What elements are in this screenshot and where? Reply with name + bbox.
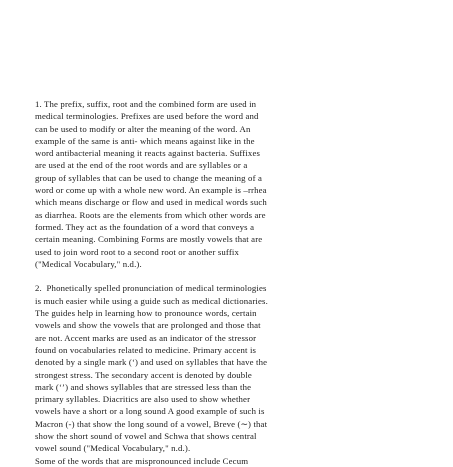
text-line: which means discharge or flow and used in medical words such — [35, 197, 267, 208]
document-body — [35, 98, 425, 467]
text-line: as diarrhea. Roots are the elements from which other words are — [35, 209, 266, 220]
text-line: used to join word root to a second root or another suffix — [35, 246, 240, 257]
text-line: show the short sound of vowel and Schwa that shows central — [35, 431, 257, 442]
text-line: are not. Accent marks are used as an indicator of the stressor — [35, 332, 257, 343]
text-line: can be used to modify or alter the meaning of the word. An — [35, 123, 251, 134]
text-line: primary syllables. Diacritics are also used to show whether — [35, 394, 251, 405]
paragraph-gap — [35, 270, 425, 282]
text-line: Some of the words that are mispronounced include Cecum — [35, 455, 249, 466]
text-line: 2. Phonetically spelled pronunciation of medical terminologies — [35, 283, 267, 294]
text-line: word antibacterial meaning it reacts against bacteria. Suffixes — [35, 148, 261, 159]
paragraph-2 — [35, 282, 425, 466]
text-line: vowel sound ("Medical Vocabulary," n.d.). — [35, 443, 191, 454]
text-line: is much easier while using a guide such as medical dictionaries. — [35, 295, 268, 306]
text-line: certain meaning. Combining Forms are mostly vowels that are — [35, 234, 263, 245]
text-line: strongest stress. The secondary accent is denoted by double — [35, 369, 252, 380]
text-line: Macron (-) that show the long sound of a vowel, Breve (∼) that — [35, 418, 268, 429]
text-line: group of syllables that can be used to change the meaning of a — [35, 172, 263, 183]
text-line: found on vocabularies related to medicine. Primary accent is — [35, 344, 257, 355]
text-line: vowels and show the vowels that are prolonged and those that — [35, 320, 261, 331]
text-line: vowels have a short or a long sound A good example of such is — [35, 406, 265, 417]
text-line: ("Medical Vocabulary," n.d.). — [35, 258, 142, 269]
text-line: 1. The prefix, suffix, root and the combined form are used in — [35, 99, 257, 109]
text-line: The guides help in learning how to pronounce words, certain — [35, 308, 257, 319]
paragraph-1 — [35, 98, 425, 270]
text-line: are used at the end of the root words and are syllables or a — [35, 160, 248, 171]
text-line: denoted by a single mark (‘) and used on syllables that have the — [35, 357, 268, 368]
text-line: example of the same is anti- which means against like in the — [35, 135, 255, 146]
text-line: word or come up with a whole new word. An example is –rrhea — [35, 185, 267, 196]
text-line: formed. They act as the foundation of a word that conveys a — [35, 221, 255, 232]
text-line: mark (‘’) and shows syllables that are stressed less than the — [35, 381, 252, 392]
text-line: medical terminologies. Prefixes are used before the word and — [35, 111, 259, 122]
